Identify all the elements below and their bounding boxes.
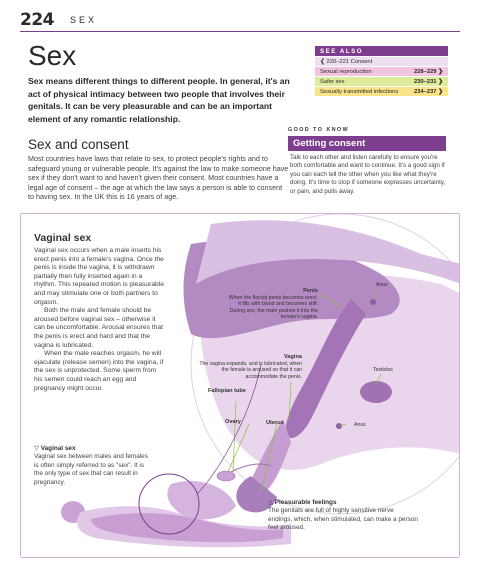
good-to-know-title: Getting consent [288,136,446,151]
label-vagina: Vagina The vagina expands, and is lubricated, when the female is aroused so that it can accommodate the penis. [199,354,302,380]
page-number: 224 [20,10,54,30]
see-also-box [315,46,448,96]
see-also-item[interactable]: ❮ 220–221 Consent [315,56,448,66]
good-to-know-tag: GOOD TO KNOW [288,127,350,133]
caption-vaginal-sex: ▽ Vaginal sex Vaginal sex between males and females is often simply referred to as "sex". It is the only type of sex that can result in pregnancy. [34,445,148,486]
see-also-heading: SEE ALSO [315,46,448,56]
illustration-panel [20,213,460,558]
label-anus-bottom: Anus [354,422,366,428]
page-header [20,10,460,32]
label-anus-top: Anus [376,282,388,288]
label-uterus: Uterus [266,420,284,426]
down-triangle-icon: ▽ [34,445,39,452]
label-testicles: Testicles [373,367,393,373]
vaginal-sex-body: Vaginal sex occurs when a male inserts his erect penis into a female's vagina. Once the penis is inside the vagina, it is withdrawn partially then fully inserted again in a rhythm. This repeated motion is pleasurable and may stimulate one or both partners to orgasm. Both the male and female should be aroused before vaginal sex – otherwise it can be uncomfortable. Arousal ensures that the penis is erect and hard and that the vagina is lubricated. When the male reaches orgasm, he will ejaculate (release semen) into the vagina, if the sex is unprotected. Some sperm from his semen could reach an egg and pregnancy might occur. [34,247,164,392]
vaginal-sex-heading: Vaginal sex [34,232,92,244]
label-fallopian-tube: Fallopian tube [208,388,246,394]
label-ovary: Ovary [225,419,241,425]
caption-pleasurable-feelings: △ Pleasurable feelings The genitals are full of highly sensitive nerve endings, which, when stimulated, can make a person feel aroused. [268,499,418,532]
see-also-item[interactable]: Safer sex 230–231 ❯ [315,76,448,86]
see-also-item[interactable]: Sexually transmitted infections 234–237 ❯ [315,86,448,96]
label-penis: Penis When the flaccid penis becomes erect, it fills with blood and becomes stiff. During sex, the male pushes it into the female's vagina. [228,288,318,321]
see-also-item[interactable]: Sexual reproduction 228–229 ❯ [315,66,448,76]
consent-body: Most countries have laws that relate to sex, to protect people's rights and to safeguard young or vulnerable people. It's against the law to make someone have sex if they don't want to and haven't given their consent. Most countries have a legal age of consent – the age at which the law says a person is able to consent to having sex. In the UK this is 16 years of age. [28,154,289,202]
good-to-know-box [288,127,446,196]
up-triangle-icon: △ [268,499,273,506]
consent-heading: Sex and consent [28,137,129,152]
page-title: Sex [28,40,77,71]
good-to-know-body: Talk to each other and listen carefully to ensure you're both comfortable and want to continue. It's a good sign if you can each tell the other when you like what they're doing. It's time to stop if someone expresses uncertainty, or pain, and pulls away. [290,154,446,195]
lead-paragraph: Sex means different things to different people. In general, it's an act of physical intimacy between two people that involves their genitals. It can be very pleasurable and can be an important element of any romantic relationship. [28,76,290,124]
section-tag: SEX [70,15,98,25]
